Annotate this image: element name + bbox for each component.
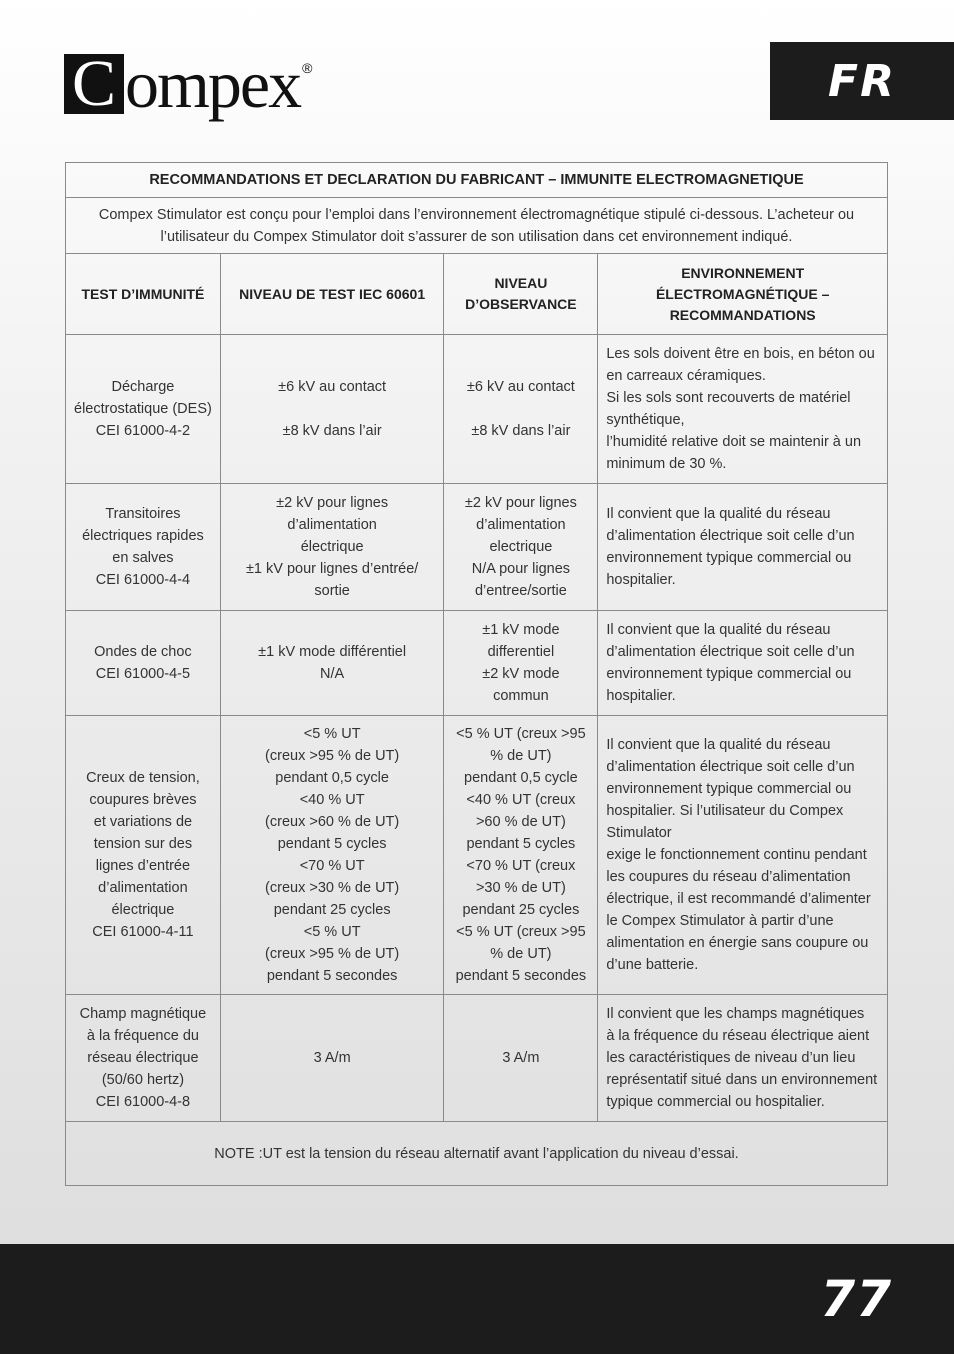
cell-test: Creux de tension, coupures brèves et variations de tension sur des lignes d’entrée d’alimentation électrique CEI 61000-4-11	[66, 716, 221, 995]
page-number: 77	[820, 1270, 892, 1328]
header-environment: ENVIRONNEMENT ÉLECTROMAGNÉTIQUE – RECOMMANDATIONS	[598, 254, 888, 335]
cell-compliance: ±1 kV mode differentiel ±2 kV mode commun	[444, 611, 598, 716]
header-compliance: NIVEAU D’OBSERVANCE	[444, 254, 598, 335]
header-test: TEST D’IMMUNITÉ	[66, 254, 221, 335]
table-row	[66, 716, 888, 995]
cell-compliance: ±2 kV pour lignes d’alimentation electrique N/A pour lignes d’entree/sortie	[444, 484, 598, 611]
cell-compliance: <5 % UT (creux >95 % de UT) pendant 0,5 cycle <40 % UT (creux >60 % de UT) pendant 5 cycles <70 % UT (creux >30 % de UT) pendant 25 cycles <5 % UT (creux >95 % de UT) pendant 5 secondes	[444, 716, 598, 995]
table-row	[66, 611, 888, 716]
cell-environment: Les sols doivent être en bois, en béton ou en carreaux céramiques. Si les sols sont recouverts de matériel synthétique, l’humidité relative doit se maintenir à un minimum de 30 %.	[598, 335, 888, 484]
cell-level: ±6 kV au contact ±8 kV dans l’air	[220, 335, 444, 484]
header-level: NIVEAU DE TEST IEC 60601	[220, 254, 444, 335]
cell-test: Décharge électrostatique (DES) CEI 61000-4-2	[66, 335, 221, 484]
cell-environment: Il convient que les champs magnétiques à la fréquence du réseau électrique aient les caractéristiques de niveau d’un lieu représentatif situé dans un environnement typique commercial ou hospitalier.	[598, 995, 888, 1122]
language-tab: FR	[770, 42, 954, 120]
compex-logo	[64, 44, 313, 122]
logo-initial: C	[64, 54, 124, 114]
table-row	[66, 484, 888, 611]
immunity-table	[65, 162, 888, 1186]
footer-bar	[0, 1244, 954, 1354]
logo-wordmark: ompex	[125, 46, 301, 122]
table-row	[66, 335, 888, 484]
cell-level: <5 % UT (creux >95 % de UT) pendant 0,5 cycle <40 % UT (creux >60 % de UT) pendant 5 cycles <70 % UT (creux >30 % de UT) pendant 25 cycles <5 % UT (creux >95 % de UT) pendant 5 secondes	[220, 716, 444, 995]
table-note-row	[66, 1122, 888, 1186]
cell-level: ±2 kV pour lignes d’alimentation électrique ±1 kV pour lignes d’entrée/ sortie	[220, 484, 444, 611]
table-note: NOTE :UT est la tension du réseau alternatif avant l’application du niveau d’essai.	[66, 1122, 888, 1186]
table-intro: Compex Stimulator est conçu pour l’emploi dans l’environnement électromagnétique stipulé ci-dessous. L’acheteur ou l’utilisateur du Compex Stimulator doit s’assurer de son utilisation dans cet environnement indiqué.	[66, 198, 888, 254]
cell-test: Transitoires électriques rapides en salves CEI 61000-4-4	[66, 484, 221, 611]
cell-environment: Il convient que la qualité du réseau d’alimentation électrique soit celle d’un environnement typique commercial ou hospitalier. Si l’utilisateur du Compex Stimulator exige le fonctionnement continu pendant les coupures du réseau d’alimentation électrique, il est recommandé d’alimenter le Compex Stimulator à partir d’une alimentation en énergie sans coupure ou d’une batterie.	[598, 716, 888, 995]
table-header-row	[66, 254, 888, 335]
table-row	[66, 995, 888, 1122]
cell-test: Ondes de choc CEI 61000-4-5	[66, 611, 221, 716]
table-title: RECOMMANDATIONS ET DECLARATION DU FABRICANT – IMMUNITE ELECTROMAGNETIQUE	[66, 163, 888, 198]
cell-environment: Il convient que la qualité du réseau d’alimentation électrique soit celle d’un environnement typique commercial ou hospitalier.	[598, 611, 888, 716]
cell-level: 3 A/m	[220, 995, 444, 1122]
cell-level: ±1 kV mode différentiel N/A	[220, 611, 444, 716]
cell-compliance: 3 A/m	[444, 995, 598, 1122]
cell-compliance: ±6 kV au contact ±8 kV dans l’air	[444, 335, 598, 484]
cell-environment: Il convient que la qualité du réseau d’alimentation électrique soit celle d’un environnement typique commercial ou hospitalier.	[598, 484, 888, 611]
cell-test: Champ magnétique à la fréquence du réseau électrique (50/60 hertz) CEI 61000-4-8	[66, 995, 221, 1122]
table-title-row	[66, 163, 888, 198]
table-intro-row	[66, 198, 888, 254]
registered-mark: ®	[302, 60, 313, 76]
